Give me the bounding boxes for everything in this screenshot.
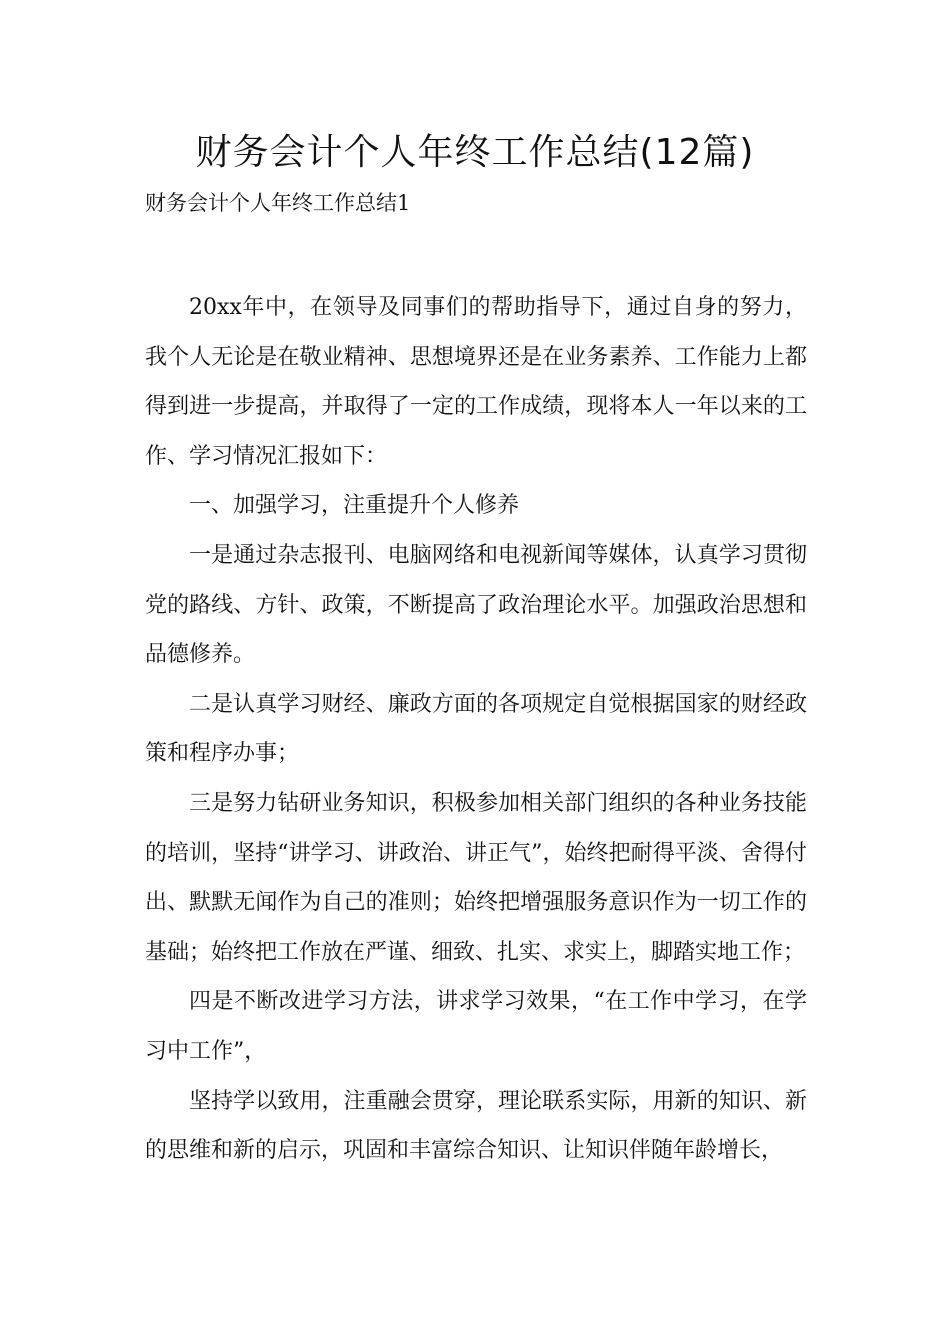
- paragraph: 三是努力钻研业务知识，积极参加相关部门组织的各种业务技能的培训，坚持“讲学习、讲政治、讲正气”，始终把耐得平淡、舍得付出、默默无闻作为自己的准则；始终把增强服务意识作为一切工作的基础；始终把工作放在严谨、细致、扎实、求实上，脚踏实地工作；: [145, 790, 807, 965]
- paragraph: 一是通过杂志报刊、电脑网络和电视新闻等媒体，认真学习贯彻党的路线、方针、政策，不断提高了政治理论水平。加强政治思想和品德修养。: [145, 542, 807, 668]
- paragraph: 二是认真学习财经、廉政方面的各项规定自觉根据国家的财经政策和程序办事；: [145, 691, 807, 767]
- section-heading: 一、加强学习，注重提升个人修养: [189, 493, 520, 519]
- paragraph: 坚持学以致用，注重融会贯穿，理论联系实际，用新的知识、新的思维和新的启示，巩固和丰富综合知识、让知识伴随年龄增长，: [145, 1088, 807, 1164]
- paragraph: 20xx年中，在领导及同事们的帮助指导下，通过自身的努力，我个人无论是在敬业精神、思想境界还是在业务素养、工作能力上都得到进一步提高，并取得了一定的工作成绩，现将本人一年以来的工作、学习情况汇报如下：: [145, 295, 807, 469]
- document-body: [145, 283, 807, 1176]
- document-title: 财务会计个人年终工作总结(12篇): [195, 132, 755, 173]
- document-subtitle: 财务会计个人年终工作总结1: [145, 191, 411, 215]
- paragraph: 四是不断改进学习方法，讲求学习效果，“在工作中学习，在学习中工作”，: [145, 989, 807, 1064]
